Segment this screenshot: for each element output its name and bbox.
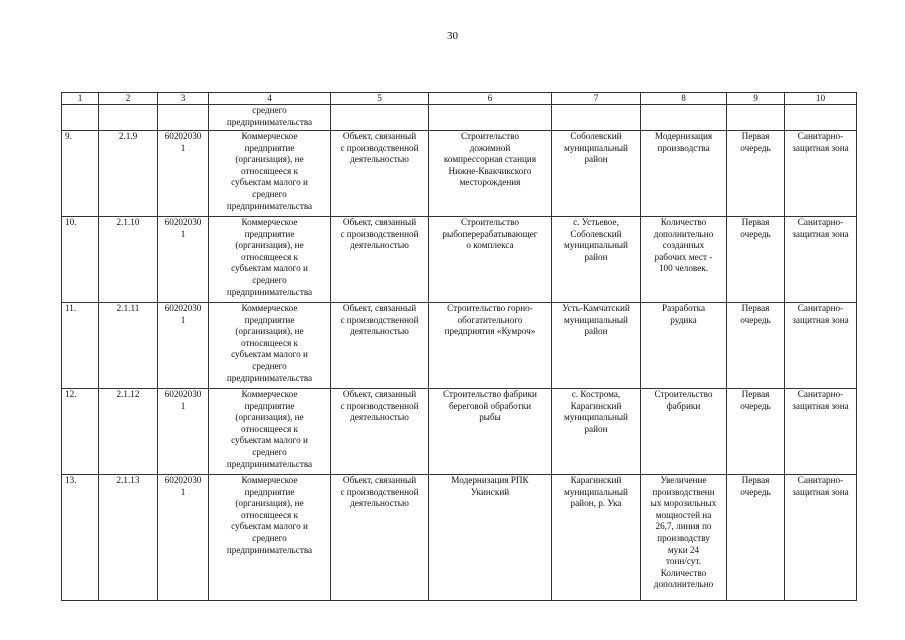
okved-cell: 60202030 1	[158, 303, 209, 389]
empty-cell	[99, 105, 158, 131]
code-cell: 2.1.10	[99, 217, 158, 303]
purpose-cell: Увеличение производственн ых морозильных мощностей на 26,7, линия по производству муки 24 тонн/сут. Количество дополнительно	[641, 475, 727, 601]
object-type-cell: Объект, связанный с производственной деятельностью	[331, 389, 429, 475]
index-cell: 10.	[62, 217, 99, 303]
zone-cell: Санитарно- защитная зона	[785, 131, 857, 217]
table-row	[62, 217, 857, 303]
empty-cell	[641, 105, 727, 131]
index-cell: 11.	[62, 303, 99, 389]
object-type-cell: Объект, связанный с производственной деятельностью	[331, 303, 429, 389]
category-cell: Коммерческое предприятие (организация), не относящееся к субъектам малого и среднего предпринимательства	[209, 475, 331, 601]
okved-cell: 60202030 1	[158, 131, 209, 217]
header-cell: 3	[158, 93, 209, 105]
priority-cell: Первая очередь	[727, 131, 785, 217]
purpose-cell: Разработка рудика	[641, 303, 727, 389]
header-cell: 5	[331, 93, 429, 105]
okved-cell: 60202030 1	[158, 475, 209, 601]
empty-cell	[62, 105, 99, 131]
category-cell: Коммерческое предприятие (организация), не относящееся к субъектам малого и среднего предпринимательства	[209, 131, 331, 217]
empty-cell	[331, 105, 429, 131]
priority-cell: Первая очередь	[727, 217, 785, 303]
code-cell: 2.1.11	[99, 303, 158, 389]
code-cell: 2.1.13	[99, 475, 158, 601]
header-cell: 1	[62, 93, 99, 105]
location-cell: Усть-Камчатский муниципальный район	[552, 303, 641, 389]
priority-cell: Первая очередь	[727, 475, 785, 601]
table-row	[62, 131, 857, 217]
name-cell: Строительство дожимной компрессорная станция Нижне-Квакчикского месторождения	[429, 131, 552, 217]
code-cell: 2.1.12	[99, 389, 158, 475]
header-cell: 8	[641, 93, 727, 105]
header-cell: 2	[99, 93, 158, 105]
table-row	[62, 303, 857, 389]
header-cell: 7	[552, 93, 641, 105]
header-row	[62, 93, 857, 105]
header-cell: 9	[727, 93, 785, 105]
purpose-cell: Строительство фабрики	[641, 389, 727, 475]
header-cell: 10	[785, 93, 857, 105]
category-cell: среднего предпринимательства	[209, 105, 331, 131]
code-cell: 2.1.9	[99, 131, 158, 217]
object-type-cell: Объект, связанный с производственной деятельностью	[331, 217, 429, 303]
category-cell: Коммерческое предприятие (организация), не относящееся к субъектам малого и среднего предпринимательства	[209, 303, 331, 389]
empty-cell	[158, 105, 209, 131]
index-cell: 9.	[62, 131, 99, 217]
category-cell: Коммерческое предприятие (организация), не относящееся к субъектам малого и среднего предпринимательства	[209, 389, 331, 475]
empty-cell	[785, 105, 857, 131]
location-cell: Карагинский муниципальный район, р. Ука	[552, 475, 641, 601]
objects-table	[61, 92, 857, 601]
okved-cell: 60202030 1	[158, 217, 209, 303]
header-cell: 6	[429, 93, 552, 105]
location-cell: с. Кострома, Карагинский муниципальный район	[552, 389, 641, 475]
empty-cell	[429, 105, 552, 131]
zone-cell: Санитарно- защитная зона	[785, 217, 857, 303]
zone-cell: Санитарно- защитная зона	[785, 475, 857, 601]
name-cell: Строительство рыбоперерабатывающег о комплекса	[429, 217, 552, 303]
priority-cell: Первая очередь	[727, 303, 785, 389]
table-row	[62, 389, 857, 475]
continuation-row	[62, 105, 857, 131]
purpose-cell: Количество дополнительно созданных рабочих мест - 100 человек.	[641, 217, 727, 303]
header-cell: 4	[209, 93, 331, 105]
name-cell: Строительство горно- обогатительного предприятия «Кумроч»	[429, 303, 552, 389]
location-cell: Соболевский муниципальный район	[552, 131, 641, 217]
priority-cell: Первая очередь	[727, 389, 785, 475]
okved-cell: 60202030 1	[158, 389, 209, 475]
table-body	[62, 93, 857, 601]
name-cell: Строительство фабрики береговой обработки рыбы	[429, 389, 552, 475]
index-cell: 13.	[62, 475, 99, 601]
location-cell: с. Устьевое, Соболевский муниципальный район	[552, 217, 641, 303]
index-cell: 12.	[62, 389, 99, 475]
object-type-cell: Объект, связанный с производственной деятельностью	[331, 475, 429, 601]
page-number: 30	[447, 30, 458, 42]
table-row	[62, 475, 857, 601]
object-type-cell: Объект, связанный с производственной деятельностью	[331, 131, 429, 217]
zone-cell: Санитарно- защитная зона	[785, 389, 857, 475]
name-cell: Модернизация РПК Укинский	[429, 475, 552, 601]
empty-cell	[552, 105, 641, 131]
purpose-cell: Модернизация производства	[641, 131, 727, 217]
empty-cell	[727, 105, 785, 131]
category-cell: Коммерческое предприятие (организация), не относящееся к субъектам малого и среднего предпринимательства	[209, 217, 331, 303]
zone-cell: Санитарно- защитная зона	[785, 303, 857, 389]
